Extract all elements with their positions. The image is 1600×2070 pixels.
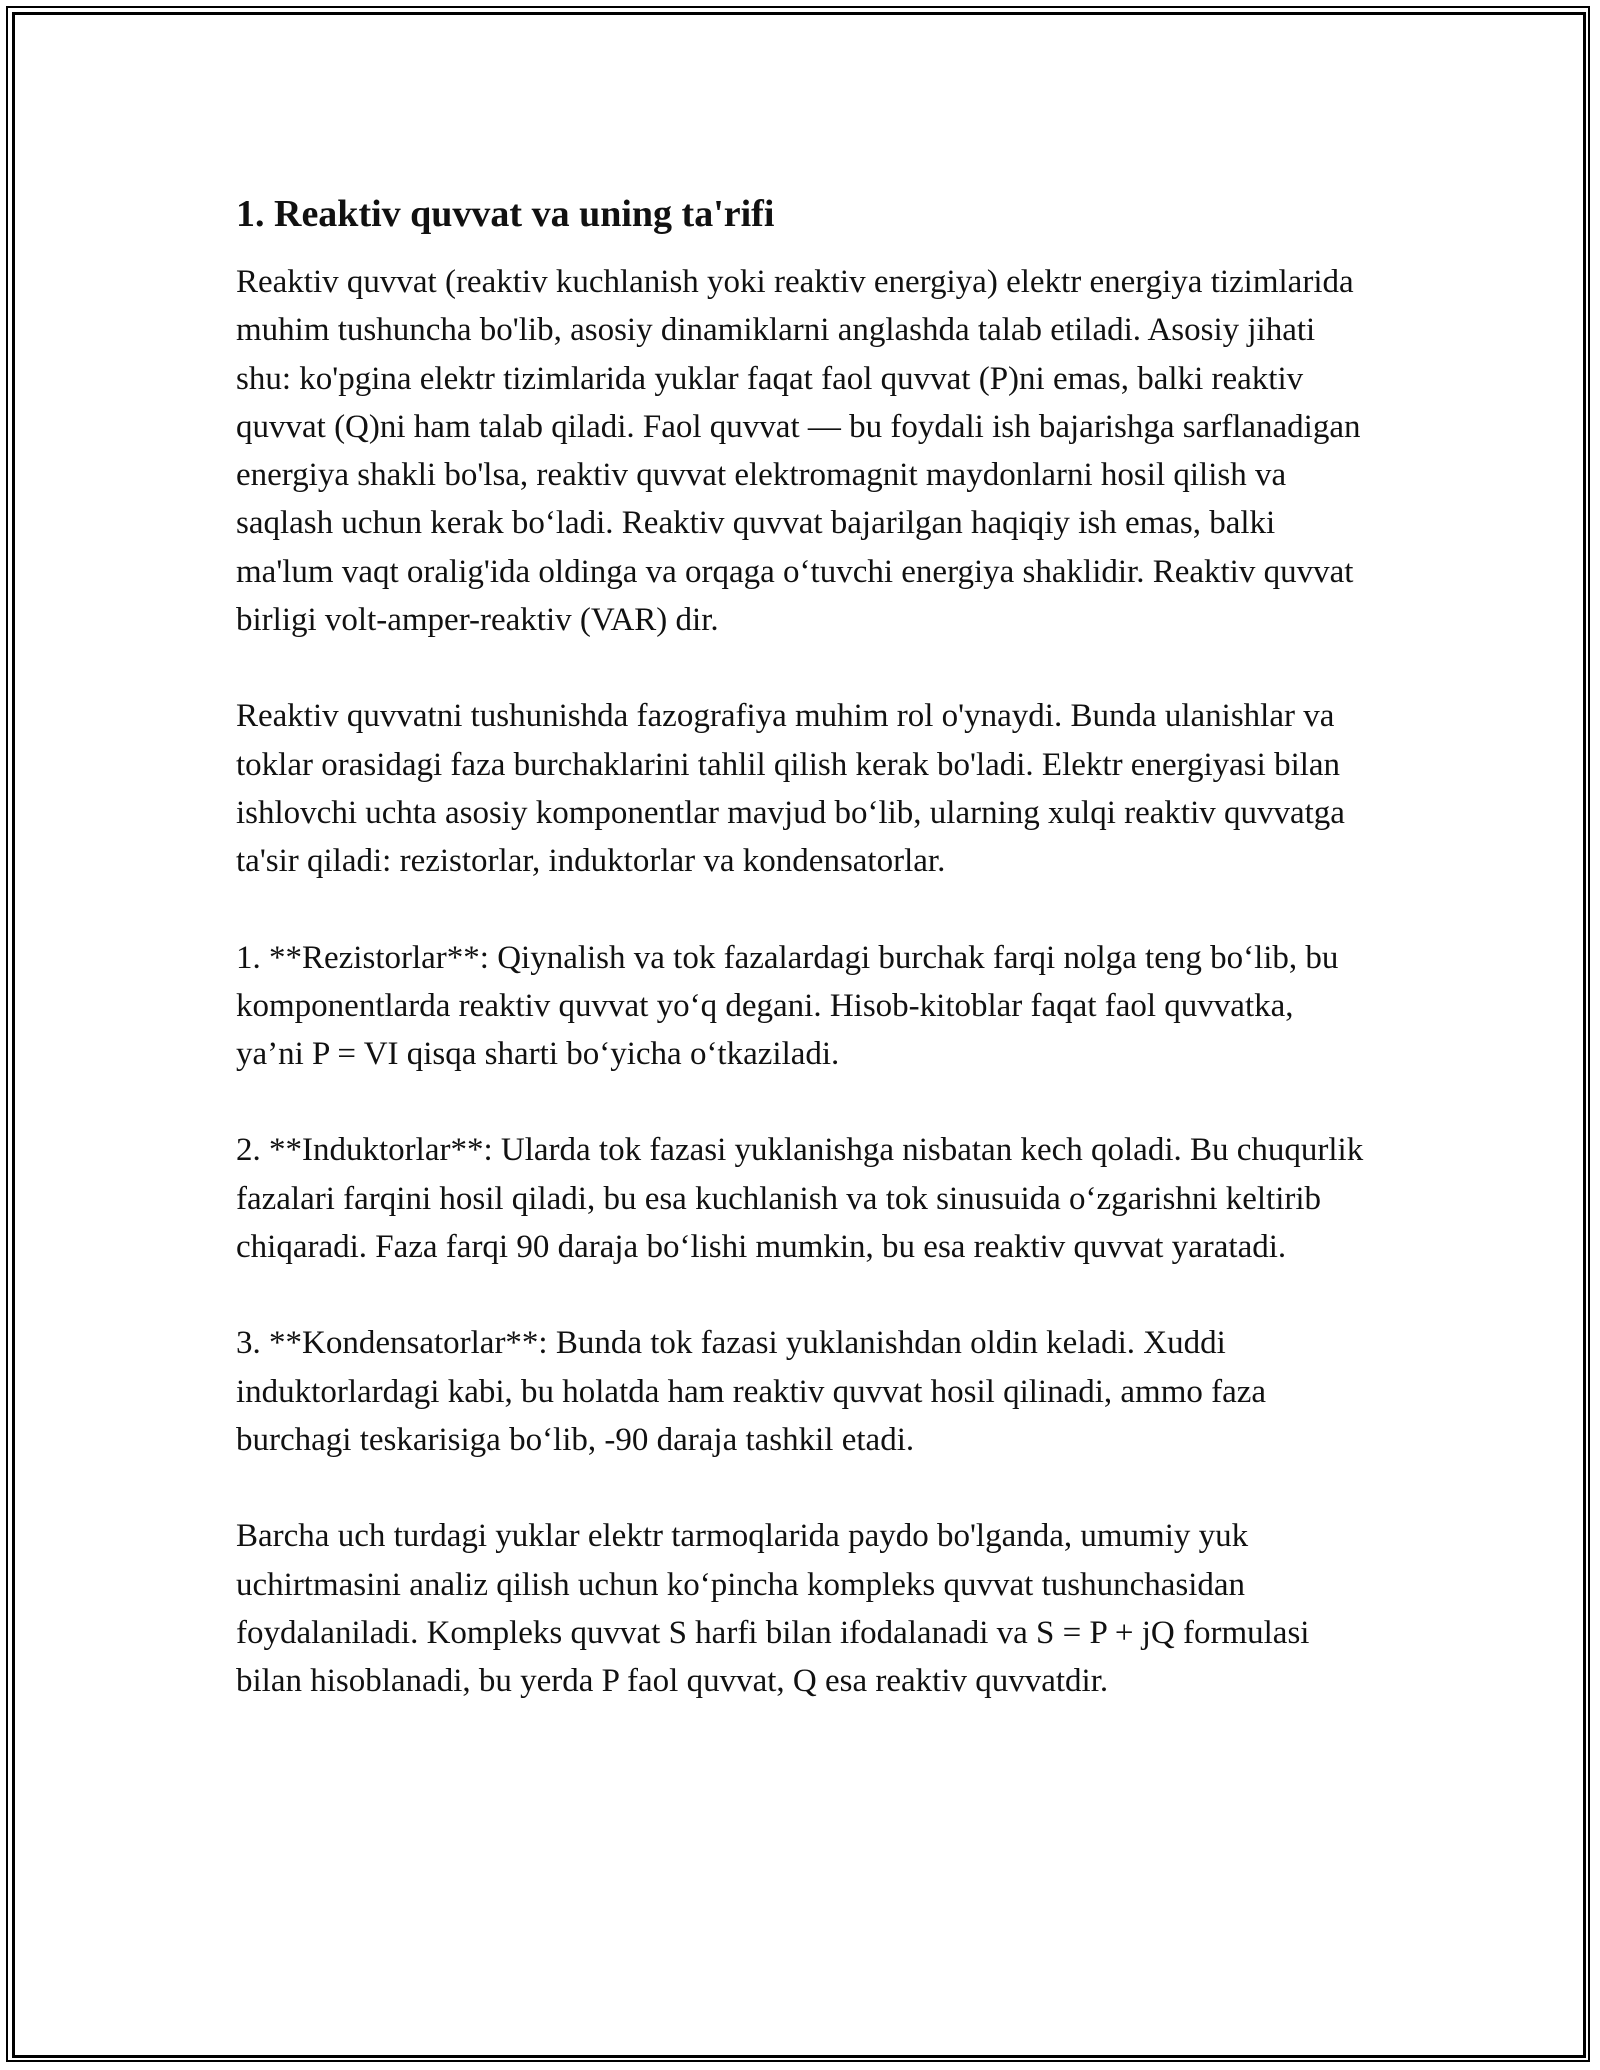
list-item-resistors: 1. **Rezistorlar**: Qiynalish va tok fazalardagi burchak farqi nolga teng bo‘lib, bu komponentlarda reaktiv quvvat yo‘q degani. Hisob-kitoblar faqat faol quvvatka, ya’ni P = VI qisqa sharti bo‘yicha o‘tkaziladi.	[236, 939, 1339, 1073]
section-heading: 1. Reaktiv quvvat va uning ta'rifi	[236, 193, 775, 235]
paragraph-complex-power: Barcha uch turdagi yuklar elektr tarmoqlarida paydo bo'lganda, umumiy yuk uchirtmasini analiz qilish uchun ko‘pincha kompleks quvvat tushunchasidan foydalaniladi. Kompleks quvvat S harfi bilan ifodalanadi va S = P + jQ formulasi bilan hisoblanadi, bu yerda P faol quvvat, Q esa reaktiv quvvatdir.	[236, 1518, 1310, 1700]
paragraph-phase: Reaktiv quvvatni tushunishda fazografiya muhim rol o'ynaydi. Bunda ulanishlar va toklar orasidagi faza burchaklarini tahlil qilish kerak bo'ladi. Elektr energiyasi bilan ishlovchi uchta asosiy komponentlar mavjud bo‘lib, ularning xulqi reaktiv quvvatga ta'sir qiladi: rezistorlar, induktorlar va kondensatorlar.	[236, 698, 1345, 880]
list-item-capacitors: 3. **Kondensatorlar**: Bunda tok fazasi yuklanishdan oldin keladi. Xuddi induktorlardagi kabi, bu holatda ham reaktiv quvvat hosil qilinadi, ammo faza burchagi teskarisiga bo‘lib, -90 daraja tashkil etadi.	[236, 1325, 1267, 1458]
paragraph-definition: Reaktiv quvvat (reaktiv kuchlanish yoki reaktiv energiya) elektr energiya tizimlarida muhim tushuncha bo'lib, asosiy dinamiklarni anglashda talab etiladi. Asosiy jihati shu: ko'pgina elektr tizimlarida yuklar faqat faol quvvat (P)ni emas, balki reaktiv quvvat (Q)ni ham talab qiladi. Faol quvvat — bu foydali ish bajarishga sarflanadigan energiya shakli bo'lsa, reaktiv quvvat elektromagnit maydonlarni hosil qilish va saqlash uchun kerak bo‘ladi. Reaktiv quvvat bajarilgan haqiqiy ish emas, balki ma'lum vaqt oralig'ida oldinga va orqaga o‘tuvchi energiya shaklidir. Reaktiv quvvat birligi volt-amper-reaktiv (VAR) dir.	[236, 264, 1361, 639]
list-item-inductors: 2. **Induktorlar**: Ularda tok fazasi yuklanishga nisbatan kech qoladi. Bu chuqurlik fazalari farqini hosil qiladi, bu esa kuchlanish va tok sinusuida o‘zgarishni keltirib chiqaradi. Faza farqi 90 daraja bo‘lishi mumkin, bu esa reaktiv quvvat yaratadi.	[236, 1132, 1364, 1266]
document-body	[236, 188, 1366, 1753]
